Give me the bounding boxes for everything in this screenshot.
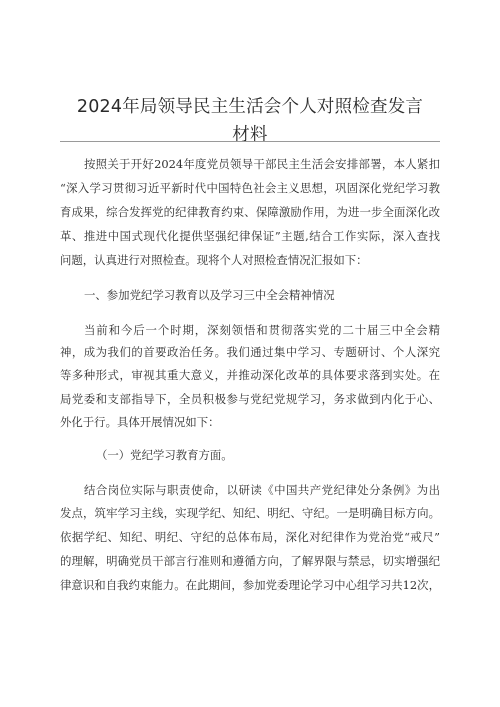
section-para-line: 局党委和支部指导下，全员积极参与党纪党规学习，务求做到内化于心、 <box>60 392 440 406</box>
document-title-line-1: 2024年局领导民主生活会个人对照检查发言 <box>76 97 424 117</box>
section-para-line: 神，成为我们的首要政治任务。我们通过集中学习、专题研讨、个人深究 <box>60 345 440 359</box>
subsection-heading: （一）党纪学习教育方面。 <box>96 448 233 462</box>
subsection-para-line: 的理解，明确党员干部言行准则和遵循方向，了解界限与禁忌，切实增强纪 <box>60 554 440 568</box>
section-para-line: 等多种形式，审视其重大意义，并推动深化改革的具体要求落到实处。在 <box>60 368 440 382</box>
intro-line: 按照关于开好2024年度党员领导干部民主生活会安排部署，本人紧扣 <box>84 157 440 171</box>
document-title-line-2: 材料 <box>232 125 268 145</box>
subsection-para-line: 发点，筑牢学习主线，实现学纪、知纪、明纪、守纪。一是明确目标方向。 <box>60 506 440 520</box>
intro-line: “深入学习贯彻习近平新时代中国特色社会主义思想，巩固深化党纪学习教 <box>60 181 440 195</box>
subsection-para-line: 依据学纪、知纪、明纪、守纪的总体布局，深化对纪律作为党治党“戒尺” <box>60 530 440 544</box>
intro-line: 问题，认真进行对照检查。现将个人对照检查情况汇报如下： <box>60 253 368 267</box>
intro-line: 育成果，综合发挥党的纪律教育约束、保障激励作用，为进一步全面深化改 <box>60 205 440 219</box>
section-heading: 一、参加党纪学习教育以及学习三中全会精神情况 <box>84 288 335 302</box>
intro-line: 革、推进中国式现代化提供坚强纪律保证”主题,结合工作实际，深入查找 <box>60 229 440 243</box>
subsection-para-line: 律意识和自我约束能力。在此期间，参加党委理论学习中心组学习共12次， <box>60 578 440 592</box>
subsection-para-line: 结合岗位实际与职责使命，以研读《中国共产党纪律处分条例》为出 <box>84 483 440 497</box>
title-divider <box>60 141 440 142</box>
section-para-line: 当前和今后一个时期，深刻领悟和贯彻落实党的二十届三中全会精 <box>84 323 440 337</box>
section-para-line: 外化于行。具体开展情况如下： <box>60 415 220 429</box>
